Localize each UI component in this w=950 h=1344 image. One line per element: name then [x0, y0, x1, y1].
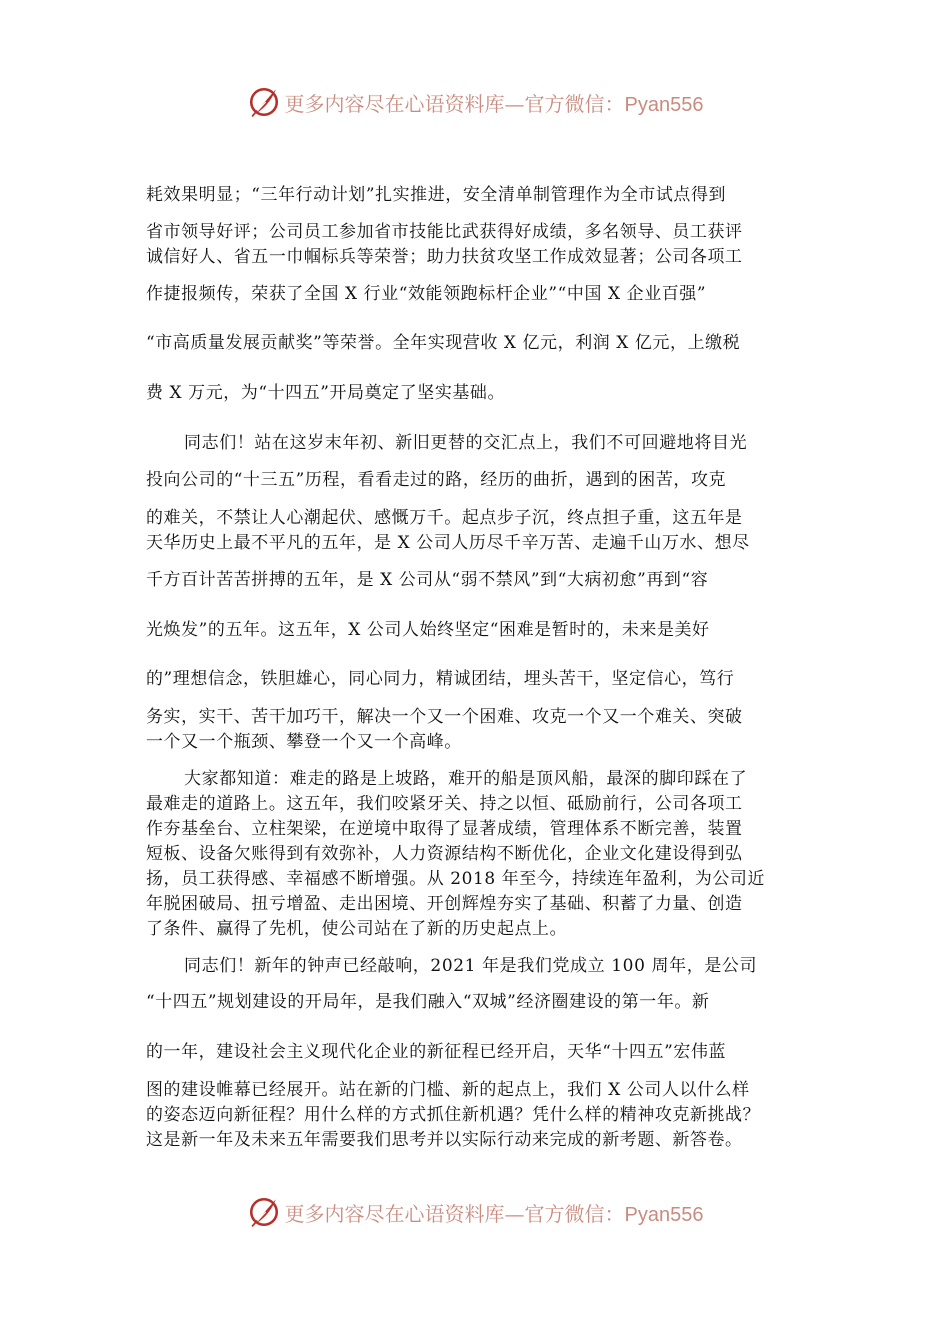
text-line: 一个又一个瓶颈、攀登一个又一个高峰。: [146, 732, 462, 752]
text-line: 短板、设备欠账得到有效弥补，人力资源结构不断优化，企业文化建设得到弘: [146, 844, 743, 864]
text-line: 年脱困破局、扭亏增盈、走出困境、开创辉煌夯实了基础、积蓄了力量、创造: [146, 894, 743, 914]
wechat-id: Pyan556: [624, 93, 704, 116]
text-line: 务实，实干、苦干加巧干，解决一个又一个困难、攻克一个又一个难关、突破: [146, 707, 743, 727]
wechat-id: Pyan556: [624, 1203, 704, 1226]
paragraph-first-line: 同志们！新年的钟声已经敲响，2021 年是我们党成立 100 周年，是公司: [184, 956, 758, 976]
text-line: 投向公司的“十三五”历程，看看走过的路，经历的曲折，遇到的困苦，攻克: [146, 470, 727, 490]
text-line: 的姿态迈向新征程？用什么样的方式抓住新机遇？凭什么样的精神攻克新挑战？: [146, 1105, 761, 1125]
paragraph-first-line: 同志们！站在这岁末年初、新旧更替的交汇点上，我们不可回避地将目光: [184, 433, 748, 453]
text-line: 耗效果明显；“三年行动计划”扎实推进，安全清单制管理作为全市试点得到: [146, 185, 727, 205]
quill-pen-logo-icon: [247, 1195, 281, 1229]
text-line: 费 X 万元，为“十四五”开局奠定了坚实基础。: [146, 383, 506, 403]
text-line: 光焕发”的五年。这五年，X 公司人始终坚定“困难是暂时的，未来是美好: [146, 620, 710, 640]
text-line: 扬，员工获得感、幸福感不断增强。从 2018 年至今，持续连年盈利，为公司近: [146, 869, 766, 889]
text-line: “市高质量发展贡献奖”等荣誉。全年实现营收 X 亿元，利润 X 亿元，上缴税: [146, 333, 741, 353]
text-line: 天华历史上最不平凡的五年，是 X 公司人历尽千辛万苦、走遍千山万水、想尽: [146, 533, 750, 553]
text-line: “十四五”规划建设的开局年，是我们融入“双城”经济圈建设的第一年。新: [146, 992, 710, 1012]
text-line: 图的建设帷幕已经展开。站在新的门槛、新的起点上，我们 X 公司人以什么样: [146, 1080, 750, 1100]
text-line: 千方百计苦苦拼搏的五年，是 X 公司从“弱不禁风”到“大病初愈”再到“容: [146, 570, 709, 590]
text-line: 的”理想信念，铁胆雄心，同心同力，精诚团结，埋头苦干，坚定信心，笃行: [146, 669, 735, 689]
text-line: 作捷报频传，荣获了全国 X 行业“效能领跑标杆企业”“中国 X 企业百强”: [146, 284, 707, 304]
text-line: 的一年，建设社会主义现代化企业的新征程已经开启，天华“十四五”宏伟蓝: [146, 1042, 727, 1062]
text-line: 作夯基垒台、立柱架梁，在逆境中取得了显著成绩，管理体系不断完善，装置: [146, 819, 743, 839]
text-line: 省市领导好评；公司员工参加省市技能比武获得好成绩，多名领导、员工获评: [146, 222, 743, 242]
watermark-text: 更多内容尽在心语资料库—官方微信：Pyan556: [284, 91, 704, 116]
text-line: 这是新一年及未来五年需要我们思考并以实际行动来完成的新考题、新答卷。: [146, 1130, 743, 1150]
quill-pen-logo-icon: [247, 85, 281, 119]
text-line: 最难走的道路上。这五年，我们咬紧牙关、持之以恒、砥励前行，公司各项工: [146, 794, 743, 814]
text-line: 的难关，不禁让人心潮起伏、感慨万千。起点步子沉，终点担子重，这五年是: [146, 508, 743, 528]
text-line: 诚信好人、省五一巾帼标兵等荣誉；助力扶贫攻坚工作成效显著；公司各项工: [146, 247, 743, 267]
watermark-text: 更多内容尽在心语资料库—官方微信：Pyan556: [284, 1201, 704, 1226]
paragraph-first-line: 大家都知道：难走的路是上坡路，难开的船是顶风船，最深的脚印踩在了: [184, 769, 748, 789]
header-watermark-banner: [0, 82, 950, 122]
text-line: 了条件、赢得了先机，使公司站在了新的历史起点上。: [146, 919, 568, 939]
footer-watermark-banner: [0, 1192, 950, 1232]
